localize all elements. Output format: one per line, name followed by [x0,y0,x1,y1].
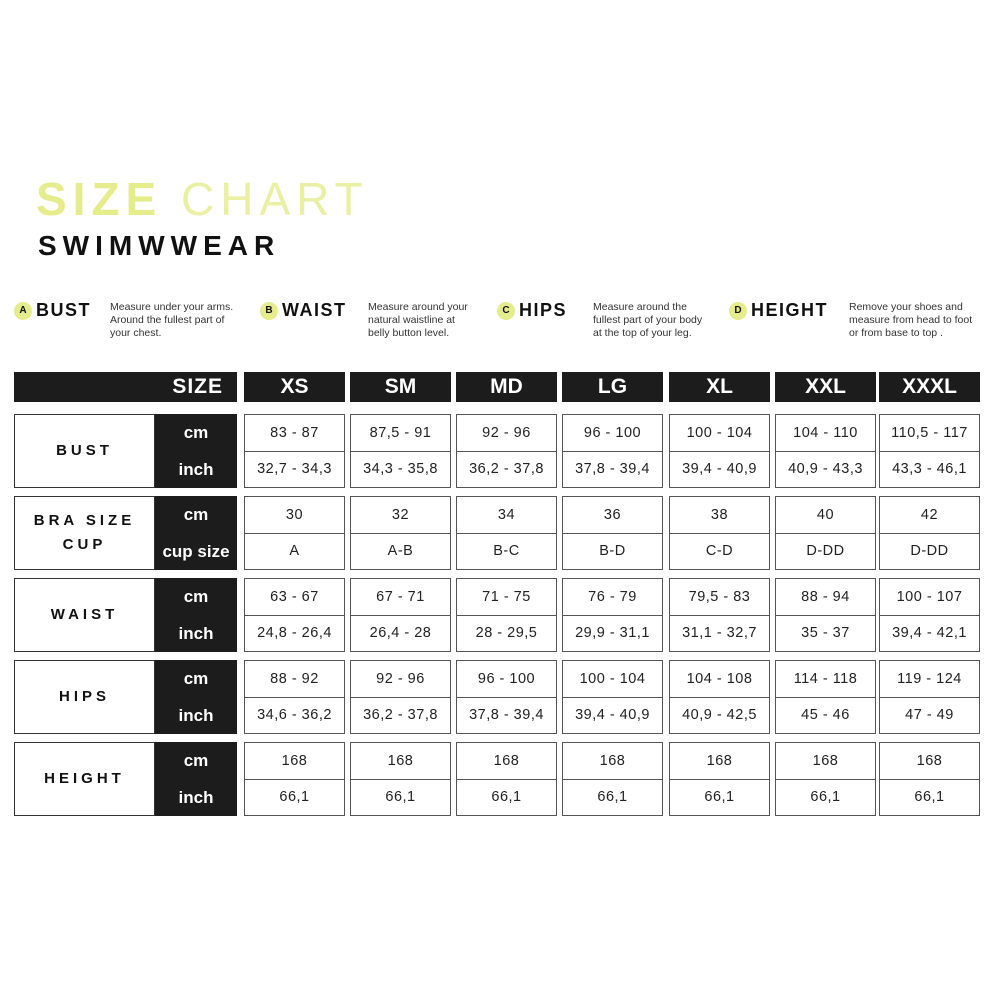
cell-value: 40,9 - 42,5 [682,707,757,723]
legend-badge-a: A [14,302,32,320]
cell-value: 34,6 - 36,2 [257,707,332,723]
cell-value: 92 - 96 [351,661,450,698]
cell-value: 39,4 - 42,1 [892,625,967,641]
unit-label: cm [183,751,209,770]
cell-value: 168 [245,743,344,780]
unit-label: inch [178,460,214,479]
table-cell [350,578,451,652]
table-cell [775,414,876,488]
measurement-label-box [14,660,155,734]
size-header-xl: XL [669,372,770,402]
size-header-xxxl: XXXL [879,372,980,402]
unit-label: cm [183,505,209,524]
legend-badge-d: D [729,302,747,320]
cell-value: D-DD [910,543,949,559]
cell-value: A-B [387,543,414,559]
legend-description: Remove your shoes and measure from head to foot or from base to top . [849,301,973,339]
cell-value: 36,2 - 37,8 [469,461,544,477]
legend-badge-b: B [260,302,278,320]
title-chart-word: CHART [181,173,369,225]
cell-value: 96 - 100 [563,415,662,452]
cell-value: 79,5 - 83 [670,579,769,616]
cell-value: 92 - 96 [457,415,556,452]
unit-label: cup size [162,542,230,561]
table-cell [879,578,980,652]
table-cell [775,742,876,816]
table-cell [456,414,557,488]
cell-value: 168 [776,743,875,780]
legend-waist [260,300,500,350]
measurement-label-box [14,414,155,488]
measurement-label: WAIST [50,606,119,623]
table-cell [350,496,451,570]
size-header: SIZE [14,372,237,402]
cell-value: 71 - 75 [457,579,556,616]
cell-value: 36,2 - 37,8 [363,707,438,723]
cell-value: 30 [245,497,344,534]
cell-value: 66,1 [491,789,522,805]
unit-column [155,660,237,734]
cell-value: 88 - 92 [245,661,344,698]
cell-value: 47 - 49 [905,707,954,723]
cell-value: 110,5 - 117 [880,415,979,452]
cell-value: 35 - 37 [801,625,850,641]
legend-bust [14,300,254,350]
table-cell [244,660,345,734]
table-cell [456,578,557,652]
size-header-xxl: XXL [775,372,876,402]
cell-value: 168 [880,743,979,780]
cell-value: B-D [599,543,626,559]
table-cell [669,742,770,816]
cell-value: 39,4 - 40,9 [682,461,757,477]
cell-value: 100 - 104 [670,415,769,452]
cell-value: 66,1 [385,789,416,805]
cell-value: 28 - 29,5 [475,625,538,641]
table-cell [456,742,557,816]
legend-description: Measure around your natural waistline at belly button level. [368,301,468,339]
row-group-label [14,496,237,570]
cell-value: 38 [670,497,769,534]
measurement-label: BUST [56,442,113,459]
cell-value: A [289,543,300,559]
legend-hips [497,300,737,350]
size-header-md: MD [456,372,557,402]
unit-label: cm [183,669,209,688]
measurement-label-box [14,496,155,570]
cell-value: 104 - 108 [670,661,769,698]
cell-value: 39,4 - 40,9 [575,707,650,723]
unit-label: inch [178,624,214,643]
legend-height [729,300,989,350]
page-subtitle: SWIMWWEAR [38,230,281,261]
cell-value: 76 - 79 [563,579,662,616]
table-cell [669,496,770,570]
cell-value: B-C [493,543,520,559]
size-header-xs: XS [244,372,345,402]
cell-value: 63 - 67 [245,579,344,616]
legend-badge-c: C [497,302,515,320]
cell-value: 67 - 71 [351,579,450,616]
unit-column [155,578,237,652]
cell-value: 100 - 107 [880,579,979,616]
measurement-label: HIPS [58,688,110,705]
cell-value: 43,3 - 46,1 [892,461,967,477]
cell-value: 45 - 46 [801,707,850,723]
legend-name: WAIST [282,300,347,320]
cell-value: 37,8 - 39,4 [575,461,650,477]
unit-column [155,414,237,488]
legend-name: HIPS [519,300,568,320]
measurement-label: BRA SIZE CUP [33,512,136,553]
table-cell [350,742,451,816]
measurement-label-box [14,742,155,816]
cell-value: C-D [705,543,734,559]
cell-value: 119 - 124 [880,661,979,698]
table-cell [562,742,663,816]
cell-value: D-DD [806,543,845,559]
cell-value: 66,1 [704,789,735,805]
table-cell [879,742,980,816]
cell-value: 104 - 110 [776,415,875,452]
table-cell [350,660,451,734]
table-cell [669,660,770,734]
table-cell [775,496,876,570]
row-group-label [14,660,237,734]
unit-label: inch [178,706,214,725]
title-size-word: SIZE [36,173,163,225]
cell-value: 24,8 - 26,4 [257,625,332,641]
table-cell [879,496,980,570]
legend-name: HEIGHT [751,300,829,320]
table-cell [350,414,451,488]
table-cell [669,578,770,652]
unit-label: cm [183,587,209,606]
cell-value: 37,8 - 39,4 [469,707,544,723]
cell-value: 42 [880,497,979,534]
cell-value: 36 [563,497,662,534]
legend-description: Measure around the fullest part of your body at the top of your leg. [593,301,703,339]
table-cell [775,578,876,652]
row-group-label [14,578,237,652]
cell-value: 66,1 [597,789,628,805]
unit-label: inch [178,788,214,807]
cell-value: 66,1 [279,789,310,805]
table-cell [879,660,980,734]
table-cell [562,414,663,488]
cell-value: 66,1 [914,789,945,805]
cell-value: 168 [670,743,769,780]
cell-value: 96 - 100 [457,661,556,698]
table-cell [669,414,770,488]
cell-value: 83 - 87 [245,415,344,452]
cell-value: 88 - 94 [776,579,875,616]
size-header-sm: SM [350,372,451,402]
cell-value: 31,1 - 32,7 [682,625,757,641]
page-title [36,173,369,225]
table-cell [562,660,663,734]
cell-value: 26,4 - 28 [369,625,432,641]
cell-value: 114 - 118 [776,661,875,698]
table-cell [879,414,980,488]
cell-value: 32,7 - 34,3 [257,461,332,477]
cell-value: 32 [351,497,450,534]
cell-value: 40 [776,497,875,534]
cell-value: 66,1 [810,789,841,805]
row-group-label [14,414,237,488]
table-cell [244,414,345,488]
cell-value: 168 [563,743,662,780]
table-cell [562,578,663,652]
cell-value: 29,9 - 31,1 [575,625,650,641]
cell-value: 168 [457,743,556,780]
cell-value: 34,3 - 35,8 [363,461,438,477]
unit-column [155,742,237,816]
legend-description: Measure under your arms. Around the fullest part of your chest. [110,301,234,339]
unit-label: cm [183,423,209,442]
measurement-label-box [14,578,155,652]
cell-value: 40,9 - 43,3 [788,461,863,477]
size-header-lg: LG [562,372,663,402]
table-cell [244,496,345,570]
table-cell [244,578,345,652]
table-cell [775,660,876,734]
table-cell [456,660,557,734]
cell-value: 87,5 - 91 [351,415,450,452]
table-cell [244,742,345,816]
cell-value: 100 - 104 [563,661,662,698]
unit-column [155,496,237,570]
measurement-label: HEIGHT [44,770,125,787]
table-cell [456,496,557,570]
table-cell [562,496,663,570]
cell-value: 34 [457,497,556,534]
cell-value: 168 [351,743,450,780]
row-group-label [14,742,237,816]
legend-name: BUST [36,300,91,320]
